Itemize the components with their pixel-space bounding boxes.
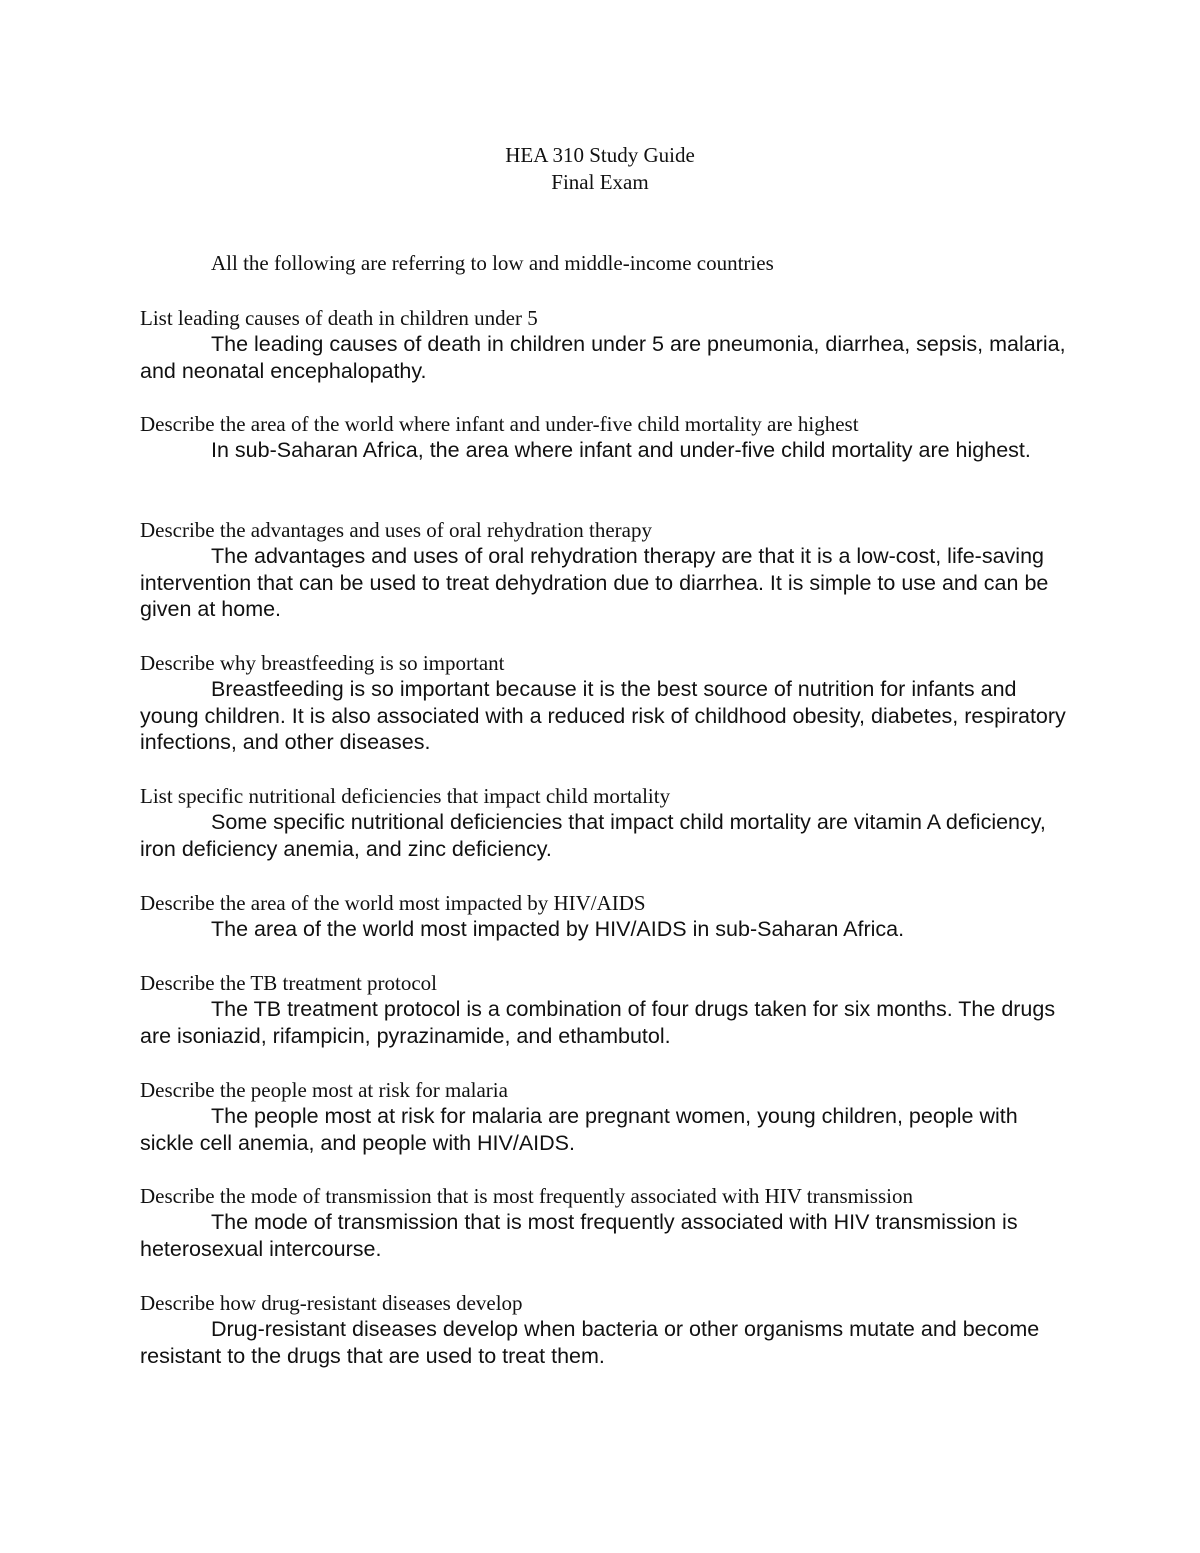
document-subtitle: Final Exam [551, 170, 649, 194]
qa-item-6 [140, 890, 1070, 943]
question-2: Describe the area of the world where infant and under-five child mortality are highest [140, 412, 859, 436]
answer-2: In sub-Saharan Africa, the area where infant and under-five child mortality are highest. [211, 438, 1031, 462]
qa-item-1 [140, 305, 1070, 384]
question-6: Describe the area of the world most impacted by HIV/AIDS [140, 891, 646, 915]
qa-item-8 [140, 1077, 1070, 1156]
intro-statement: All the following are referring to low and middle-income countries [211, 251, 774, 275]
qa-item-7 [140, 970, 1070, 1049]
answer-6: The area of the world most impacted by HIV/AIDS in sub-Saharan Africa. [211, 917, 905, 941]
answer-3: The advantages and uses of oral rehydration therapy are that it is a low-cost, life-saving intervention that can be used to treat dehydration due to diarrhea. It is simple to use and can be given at home. [140, 544, 1049, 622]
answer-10: Drug-resistant diseases develop when bacteria or other organisms mutate and become resistant to the drugs that are used to treat them. [140, 1317, 1040, 1368]
qa-item-5 [140, 783, 1070, 862]
qa-item-2 [140, 411, 1070, 464]
question-7: Describe the TB treatment protocol [140, 971, 438, 995]
question-4: Describe why breastfeeding is so important [140, 651, 505, 675]
question-1: List leading causes of death in children under 5 [140, 306, 538, 330]
document-header [0, 142, 1200, 196]
answer-1: The leading causes of death in children under 5 are pneumonia, diarrhea, sepsis, malaria, and neonatal encephalopathy. [140, 332, 1066, 383]
answer-5: Some specific nutritional deficiencies that impact child mortality are vitamin A deficiency, iron deficiency anemia, and zinc deficiency. [140, 810, 1046, 861]
answer-8: The people most at risk for malaria are pregnant women, young children, people with sickle cell anemia, and people with HIV/AIDS. [140, 1104, 1018, 1155]
document-title: HEA 310 Study Guide [505, 143, 695, 167]
question-8: Describe the people most at risk for malaria [140, 1078, 508, 1102]
answer-4: Breastfeeding is so important because it is the best source of nutrition for infants and young children. It is also associated with a reduced risk of childhood obesity, diabetes, respiratory infections, and other diseases. [140, 677, 1066, 755]
qa-item-3 [140, 517, 1070, 623]
answer-7: The TB treatment protocol is a combination of four drugs taken for six months. The drugs are isoniazid, rifampicin, pyrazinamide, and ethambutol. [140, 997, 1056, 1048]
answer-9: The mode of transmission that is most frequently associated with HIV transmission is heterosexual intercourse. [140, 1210, 1018, 1261]
question-9: Describe the mode of transmission that is most frequently associated with HIV transmission [140, 1184, 913, 1208]
question-10: Describe how drug-resistant diseases develop [140, 1291, 523, 1315]
qa-item-4 [140, 650, 1070, 756]
question-5: List specific nutritional deficiencies that impact child mortality [140, 784, 671, 808]
qa-item-9 [140, 1183, 1070, 1262]
question-3: Describe the advantages and uses of oral rehydration therapy [140, 518, 652, 542]
qa-item-10 [140, 1290, 1070, 1369]
